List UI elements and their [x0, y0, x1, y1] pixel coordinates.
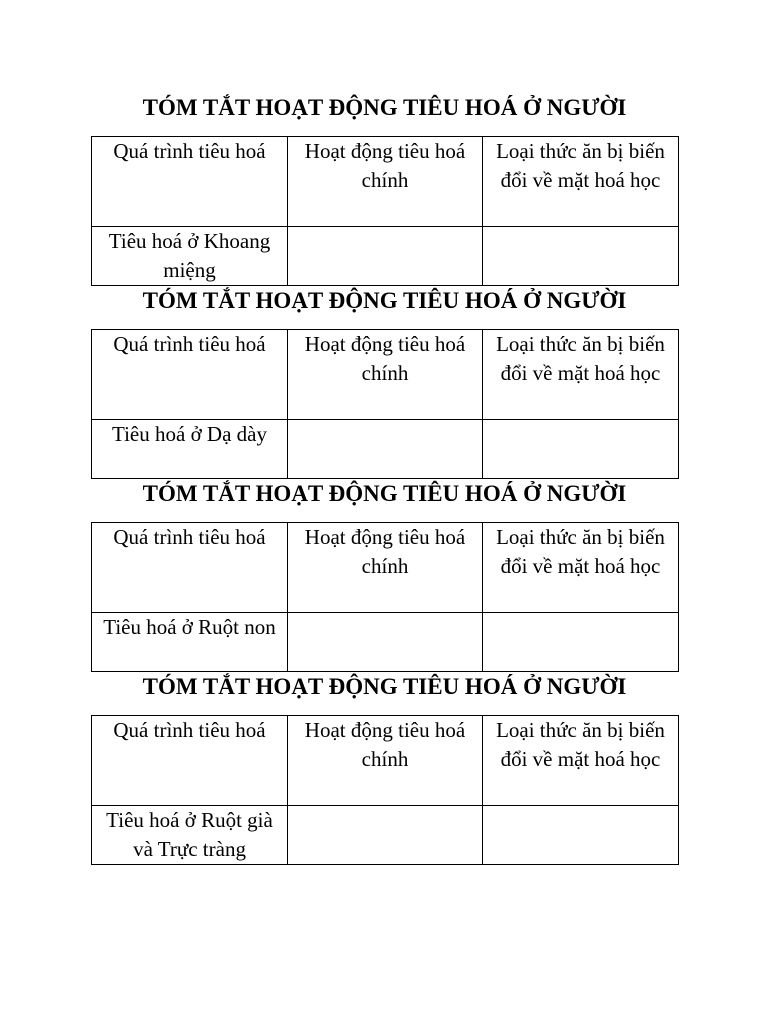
block-title: TÓM TẮT HOẠT ĐỘNG TIÊU HOÁ Ở NGƯỜI [142, 481, 627, 506]
summary-table [91, 715, 679, 865]
summary-table [91, 136, 679, 286]
header-main-activity: Hoạt động tiêu hoá chính [288, 716, 483, 806]
block-title: TÓM TẮT HOẠT ĐỘNG TIÊU HOÁ Ở NGƯỜI [142, 95, 627, 120]
table-row [92, 613, 679, 672]
row-main-activity[interactable] [288, 227, 483, 286]
header-food-type: Loại thức ăn bị biến đổi về mặt hoá học [483, 137, 679, 227]
table-row [92, 420, 679, 479]
block-title: TÓM TẮT HOẠT ĐỘNG TIÊU HOÁ Ở NGƯỜI [142, 288, 627, 313]
row-main-activity[interactable] [288, 613, 483, 672]
row-food-type[interactable] [483, 613, 679, 672]
summary-block-stomach [91, 287, 678, 446]
row-process: Tiêu hoá ở Dạ dày [92, 420, 288, 479]
header-food-type: Loại thức ăn bị biến đổi về mặt hoá học [483, 330, 679, 420]
row-process: Tiêu hoá ở Khoang miệng [92, 227, 288, 286]
header-main-activity: Hoạt động tiêu hoá chính [288, 137, 483, 227]
summary-table [91, 522, 679, 672]
row-main-activity[interactable] [288, 806, 483, 865]
table-header-row [92, 137, 679, 227]
table-header-row [92, 716, 679, 806]
row-food-type[interactable] [483, 227, 679, 286]
header-process: Quá trình tiêu hoá [92, 330, 288, 420]
row-process: Tiêu hoá ở Ruột non [92, 613, 288, 672]
table-row [92, 806, 679, 865]
table-header-row [92, 523, 679, 613]
row-food-type[interactable] [483, 806, 679, 865]
row-food-type[interactable] [483, 420, 679, 479]
row-process: Tiêu hoá ở Ruột già và Trực tràng [92, 806, 288, 865]
header-main-activity: Hoạt động tiêu hoá chính [288, 330, 483, 420]
header-main-activity: Hoạt động tiêu hoá chính [288, 523, 483, 613]
table-row [92, 227, 679, 286]
header-food-type: Loại thức ăn bị biến đổi về mặt hoá học [483, 716, 679, 806]
header-process: Quá trình tiêu hoá [92, 716, 288, 806]
summary-block-mouth [91, 94, 678, 282]
header-process: Quá trình tiêu hoá [92, 137, 288, 227]
block-title: TÓM TẮT HOẠT ĐỘNG TIÊU HOÁ Ở NGƯỜI [142, 674, 627, 699]
header-process: Quá trình tiêu hoá [92, 523, 288, 613]
header-food-type: Loại thức ăn bị biến đổi về mặt hoá học [483, 523, 679, 613]
table-header-row [92, 330, 679, 420]
summary-block-small-intestine [91, 480, 678, 639]
summary-block-large-intestine [91, 673, 678, 861]
summary-table [91, 329, 679, 479]
row-main-activity[interactable] [288, 420, 483, 479]
